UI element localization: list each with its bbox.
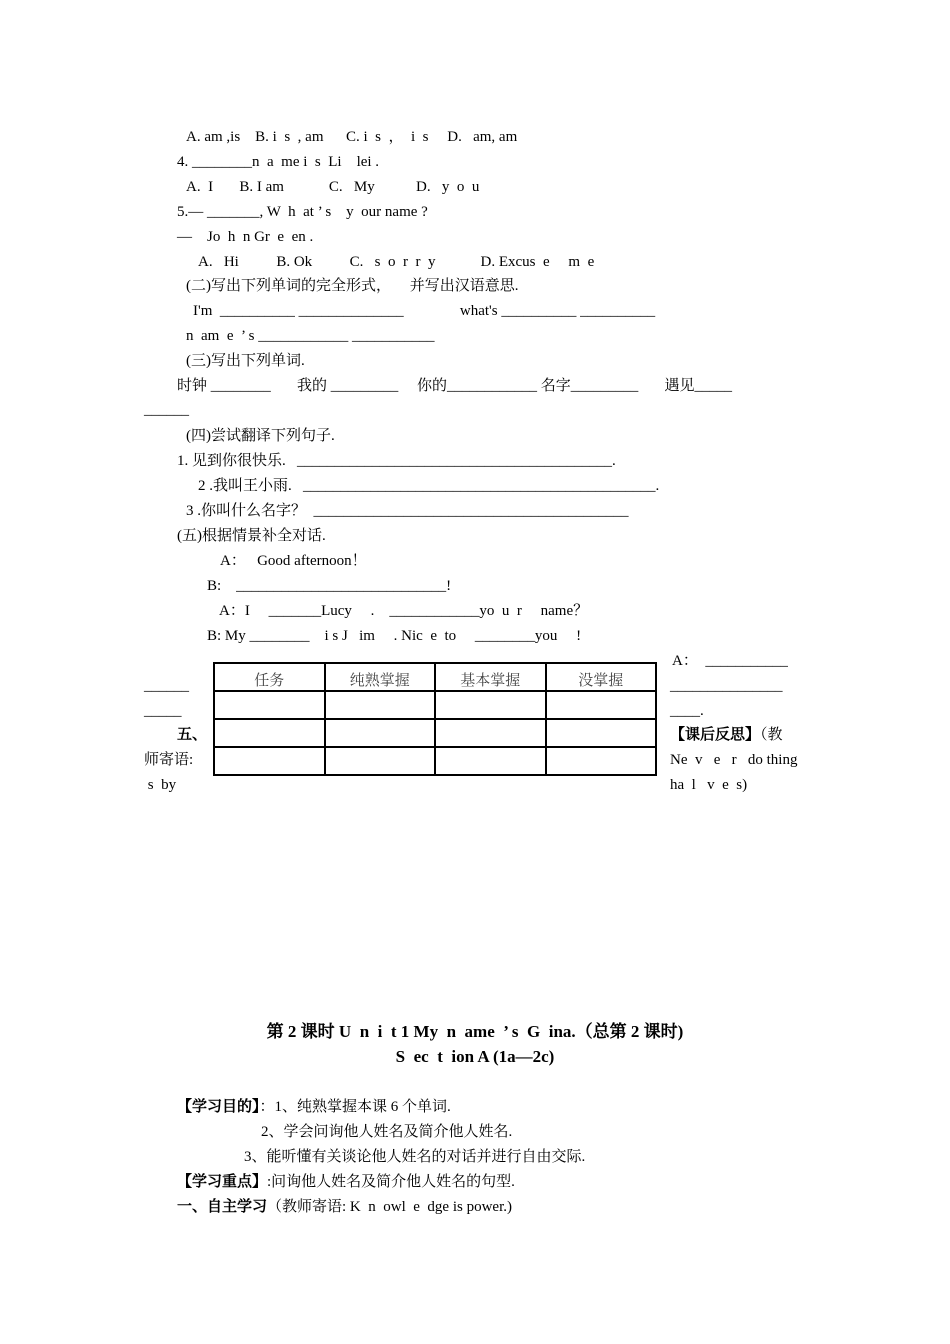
left-motto-2: s by (144, 777, 177, 793)
table-cell (546, 719, 657, 747)
table-cell (546, 747, 657, 775)
self-study-line (177, 1198, 512, 1216)
goal-line (177, 1098, 451, 1116)
part3-title: (三)写出下列单词. (186, 353, 305, 369)
part2-line1: I'm __________ ______________ what's __________ __________ (193, 303, 656, 319)
dialogue-b1: B: ____________________________! (207, 578, 452, 594)
part4-sentence-1: 1. 见到你很快乐. __________________________________________. (177, 453, 616, 469)
part4-sentence-3: 3 .你叫什么名字？ __________________________________________ (186, 503, 629, 519)
lesson-subtitle: S ec t ion A (1a—2c) (395, 1047, 555, 1066)
section-five-label: 五、 (177, 727, 208, 743)
part2-title: (二)写出下列单词的完全形式， 并写出汉语意思. (186, 278, 519, 294)
goal-3: 3、能听懂有关谈论他人姓名的对话并进行自由交际. (244, 1149, 586, 1165)
part5-title: (五)根据情景补全对话. (177, 528, 326, 544)
table-cell (546, 691, 657, 719)
table-cell (325, 747, 436, 775)
dialogue-b2: B: My ________ i s J im . Nic e to ________you ! (207, 628, 582, 644)
table-cell (325, 691, 436, 719)
table-cell (214, 719, 325, 747)
table-cell (214, 691, 325, 719)
reflection-tail: （教 (760, 727, 783, 743)
header-mastered: 纯熟掌握 (325, 663, 436, 691)
table-cell (214, 747, 325, 775)
table-row (214, 747, 656, 775)
table-cell (435, 691, 546, 719)
left-motto-1: 师寄语: (144, 752, 194, 768)
left-blank-1: ______ (144, 678, 189, 694)
part2-line2: n am e ’ s ____________ ___________ (186, 328, 435, 344)
table-header-row (214, 663, 656, 691)
header-not-mastered: 没掌握 (546, 663, 657, 691)
focus-label: 【学习重点】 (177, 1174, 268, 1190)
header-basic: 基本掌握 (435, 663, 546, 691)
q5-stem: 5.— _______, W h at ’ s y our name ? (177, 204, 428, 220)
right-motto-2: ha l v e s) (670, 777, 748, 793)
q5-answer: — Jo h n Gr e en . (177, 229, 314, 245)
part4-title: (四)尝试翻译下列句子. (186, 428, 335, 444)
right-blank-1: _______________ (670, 678, 783, 694)
q5-options: A. Hi B. Ok C. s o r r y D. Excus e m e (198, 254, 595, 270)
header-task: 任务 (214, 663, 325, 691)
table-row (214, 719, 656, 747)
part3-line2: ______ (144, 402, 189, 418)
right-a-line: A： ___________ (672, 653, 788, 669)
self-study-label: 一、自主学习 (177, 1199, 268, 1215)
q4-stem: 4. ________n a me i s Li lei . (177, 154, 380, 170)
right-blank-2: ____. (670, 703, 704, 719)
reflection-label: 【课后反思】 (670, 727, 761, 743)
reflection-table (213, 662, 657, 776)
dialogue-a2: A：I _______Lucy . ____________yo u r name？ (219, 603, 589, 619)
q4-options: A. I B. I am C. My D. y o u (186, 179, 480, 195)
q3-options: A. am ,is B. i s , am C. i s ， i s D. am, am (186, 129, 518, 145)
table-cell (435, 719, 546, 747)
goal-1: ：1、纯熟掌握本课 6 个单词. (259, 1099, 451, 1115)
goal-label: 【学习目的】 (177, 1099, 260, 1115)
table-row (214, 691, 656, 719)
focus-text: :问询他人姓名及简介他人姓名的句型. (267, 1174, 515, 1190)
table-cell (435, 747, 546, 775)
self-study-text: （教师寄语: K n owl e dge is power.) (267, 1199, 512, 1215)
table-cell (325, 719, 436, 747)
goal-2: 2、学会问询他人姓名及简介他人姓名. (261, 1124, 513, 1140)
right-motto-1: Ne v e r do thing (670, 752, 798, 768)
dialogue-a1: A： Good afternoon！ (220, 553, 367, 569)
part4-sentence-2: 2 .我叫王小雨. _______________________________________________. (198, 478, 660, 494)
lesson-title: 第 2 课时 U n i t 1 My n ame ’ s G ina.（总第 2 课时) (266, 1022, 684, 1041)
focus-line (177, 1173, 515, 1191)
reflection-heading (670, 726, 783, 744)
left-blank-2: _____ (144, 703, 182, 719)
part3-line1: 时钟 ________ 我的 _________ 你的____________ 名字_________ 遇见_____ (177, 378, 733, 394)
